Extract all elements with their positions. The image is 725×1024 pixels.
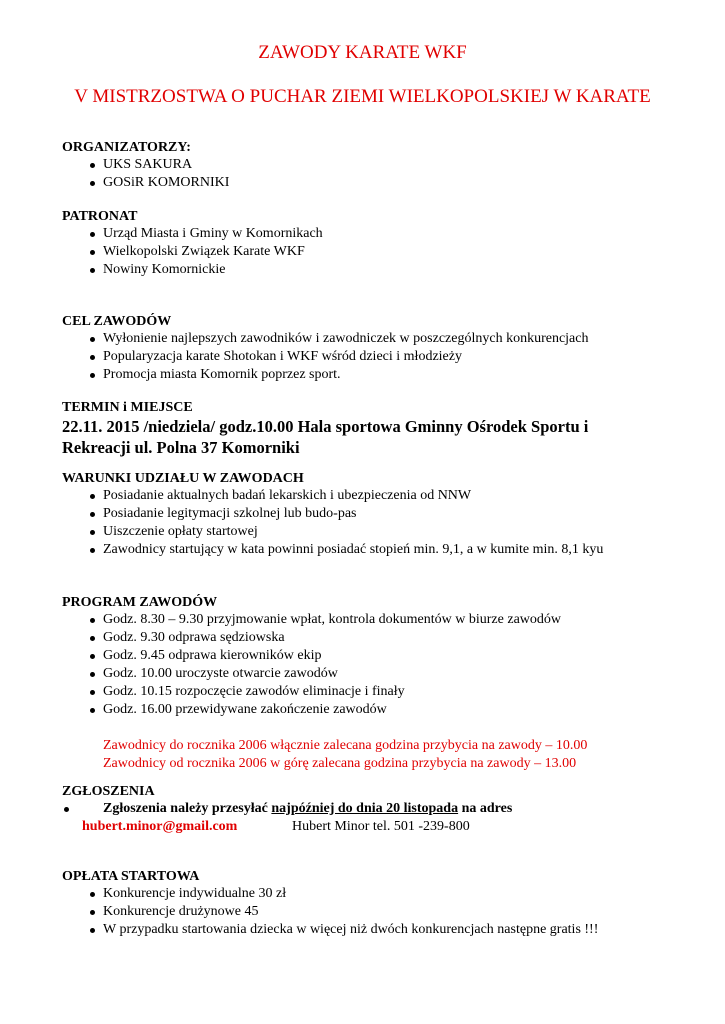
section-heading: WARUNKI UDZIAŁU W ZAWODACH	[62, 471, 304, 486]
section-cel	[62, 313, 695, 384]
patrons-list	[62, 225, 695, 279]
list-item: Nowiny Komornickie	[62, 261, 695, 279]
list-item: Posiadanie legitymacji szkolnej lub budo-pas	[62, 505, 695, 523]
section-zgloszenia	[62, 783, 695, 836]
section-warunki	[62, 470, 695, 559]
list-item: Popularyzacja karate Shotokan i WKF wśród dzieci i młodzieży	[62, 348, 695, 366]
list-item: UKS SAKURA	[62, 156, 695, 174]
section-heading: ORGANIZATORZY:	[62, 140, 191, 155]
conditions-list	[62, 487, 695, 559]
registration-text-end: na adres	[458, 801, 513, 816]
list-item: Godz. 10.15 rozpoczęcie zawodów eliminacje i finały	[62, 683, 695, 701]
section-heading: TERMIN i MIEJSCE	[62, 400, 193, 415]
section-termin	[62, 399, 695, 458]
list-item: Wyłonienie najlepszych zawodników i zawodniczek w poszczególnych konkurencjach	[62, 330, 695, 348]
list-item: Konkurencje indywidualne 30 zł	[62, 885, 695, 903]
list-item: Uiszczenie opłaty startowej	[62, 523, 695, 541]
list-item: GOSiR KOMORNIKI	[62, 174, 695, 192]
list-item: Godz. 8.30 – 9.30 przyjmowanie wpłat, kontrola dokumentów w biurze zawodów	[62, 611, 695, 629]
program-list	[62, 611, 695, 719]
list-item: Godz. 9.30 odprawa sędziowska	[62, 629, 695, 647]
section-heading: PROGRAM ZAWODÓW	[62, 595, 218, 610]
arrival-note: Zawodnicy do rocznika 2006 włącznie zalecana godzina przybycia na zawody – 10.00	[103, 738, 588, 753]
registration-text: Zgłoszenia należy przesyłać	[103, 801, 272, 816]
section-program	[62, 594, 695, 773]
list-item: Godz. 9.45 odprawa kierowników ekip	[62, 647, 695, 665]
document-subtitle: V MISTRZOSTWA O PUCHAR ZIEMI WIELKOPOLSKIEJ W KARATE	[74, 86, 651, 107]
bullet-icon	[64, 807, 69, 812]
event-date-place: 22.11. 2015 /niedziela/ godz.10.00 Hala sportowa Gminny Ośrodek Sportu i	[62, 417, 589, 436]
event-address: Rekreacji ul. Polna 37 Komorniki	[62, 438, 300, 457]
registration-line	[62, 800, 695, 818]
section-organizatorzy	[62, 139, 695, 192]
section-oplata	[62, 868, 695, 939]
list-item: Posiadanie aktualnych badań lekarskich i ubezpieczenia od NNW	[62, 487, 695, 505]
contact-line	[62, 818, 695, 836]
deadline: najpóźniej do dnia 20 listopada	[271, 801, 459, 816]
section-patronat	[62, 208, 695, 279]
list-item: Wielkopolski Związek Karate WKF	[62, 243, 695, 261]
list-item: Zawodnicy startujący w kata powinni posiadać stopień min. 9,1, a w kumite min. 8,1 kyu	[62, 541, 695, 559]
document-title: ZAWODY KARATE WKF	[258, 42, 467, 63]
arrival-note: Zawodnicy od rocznika 2006 w górę zalecana godzina przybycia na zawody – 13.00	[103, 756, 577, 771]
contact-phone: Hubert Minor tel. 501 -239-800	[292, 819, 470, 834]
email-link[interactable]: hubert.minor@gmail.com	[82, 819, 238, 834]
list-item: Godz. 16.00 przewidywane zakończenie zawodów	[62, 701, 695, 719]
list-item: Konkurencje drużynowe 45	[62, 903, 695, 921]
section-heading: ZGŁOSZENIA	[62, 784, 155, 799]
fees-list	[62, 885, 695, 939]
goals-list	[62, 330, 695, 384]
section-heading: PATRONAT	[62, 209, 138, 224]
list-item: W przypadku startowania dziecka w więcej niż dwóch konkurencjach następne gratis !!!	[62, 921, 695, 939]
organizers-list	[62, 156, 695, 192]
list-item: Promocja miasta Komornik poprzez sport.	[62, 366, 695, 384]
list-item: Urząd Miasta i Gminy w Komornikach	[62, 225, 695, 243]
list-item: Godz. 10.00 uroczyste otwarcie zawodów	[62, 665, 695, 683]
section-heading: OPŁATA STARTOWA	[62, 869, 200, 884]
section-heading: CEL ZAWODÓW	[62, 314, 172, 329]
